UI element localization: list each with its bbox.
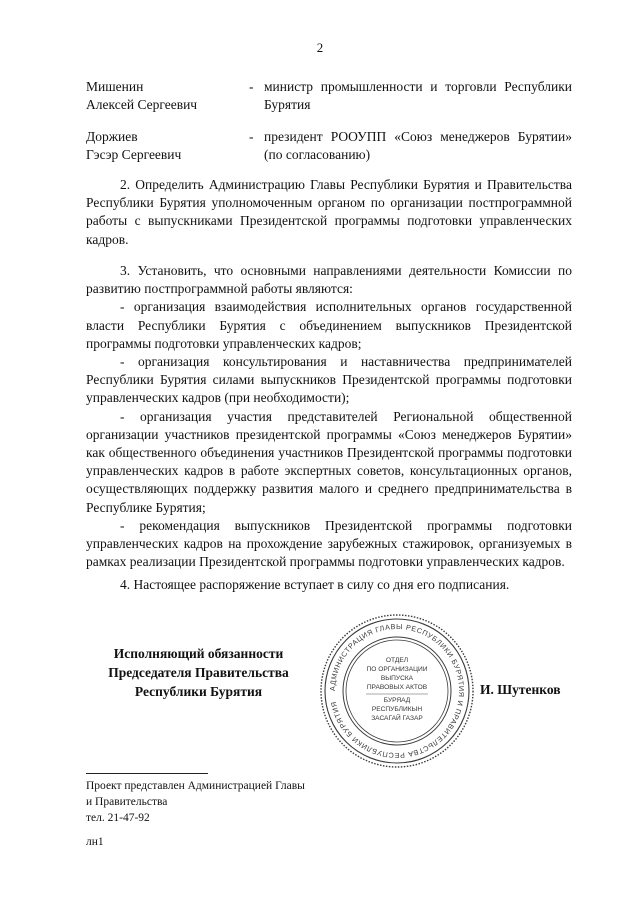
seal-line: БУРЯАД: [383, 697, 411, 704]
document-code: лн1: [86, 836, 104, 848]
footer-phone: тел. 21-47-92: [86, 812, 150, 824]
signatory-title: [86, 644, 311, 701]
member-given-names: Алексей Сергеевич: [86, 97, 198, 112]
member-role: министр промышленности и торговли Республики Бурятия: [264, 79, 572, 112]
list-item: - организация консультирования и наставничества предпринимателей Республики Бурятия силами выпускников Президентской программы подготовки управленческих кадров (при необходимости);: [86, 354, 572, 406]
member-surname: Мишенин: [86, 79, 144, 94]
signatory-title-line: Исполняющий обязанности: [113, 646, 284, 661]
member-given-names: Гэсэр Сергеевич: [86, 147, 182, 162]
member-dash: -: [249, 79, 254, 94]
list-item: - организация взаимодействия исполнительных органов государственной власти Республики Бурятия с объединением выпускников Президентской программы подготовки управленческих кадров;: [86, 299, 572, 351]
signatory-name: И. Шутенков: [480, 682, 561, 697]
page-number: 2: [316, 40, 324, 55]
paragraph-text: 2. Определить Администрацию Главы Республики Бурятия и Правительства Республики Бурятия уполномоченным органом по организации постпрограммной работы с выпускниками Президентской программы подготовки управленческих кадров.: [86, 177, 572, 247]
signatory-title-line: Председателя Правительства: [108, 665, 289, 680]
list-item: - организация участия представителей Региональной общественной организации участников президентской программы «Союз менеджеров Бурятии» как общественного объединения участников Президентской программы подготовки управленческих кадров в работе экспертных советов, консультационных органов, осуществляющих поддержку развития малого и среднего предпринимательства в Республике Бурятия;: [86, 408, 572, 515]
official-seal-stamp: [318, 612, 476, 770]
seal-line: ПРАВОВЫХ АКТОВ: [366, 684, 428, 691]
member-name: [86, 78, 256, 114]
footer-line: и Правительства: [86, 796, 168, 808]
seal-line: РЕСПУБЛИКЫН: [371, 706, 423, 713]
seal-line: ПО ОРГАНИЗАЦИИ: [366, 666, 428, 673]
seal-line: ВЫПУСКА: [380, 675, 414, 682]
paragraph-4: [86, 576, 572, 594]
seal-outer-text: АДМИНИСТРАЦИЯ ГЛАВЫ РЕСПУБЛИКИ БУРЯТИЯ И ПРАВИТЕЛЬСТВА РЕСПУБЛИКИ БУРЯТИЯ: [327, 621, 467, 761]
member-name: [86, 128, 256, 164]
footer-note: [86, 778, 386, 826]
member-surname: Доржиев: [86, 129, 138, 144]
member-role: президент РООУПП «Союз менеджеров Бурятии» (по согласованию): [264, 129, 572, 162]
paragraph-3: [86, 262, 572, 571]
seal-line: ЗАСАГАЙ ГАЗАР: [371, 715, 423, 722]
paragraph-text: 4. Настоящее распоряжение вступает в силу со дня его подписания.: [120, 577, 510, 592]
paragraph-2: [86, 176, 572, 249]
signatory-title-line: Республики Бурятия: [134, 684, 263, 699]
member-dash: -: [249, 129, 254, 144]
list-item: - рекомендация выпускников Президентской программы подготовки управленческих кадров на прохождение зарубежных стажировок, организуемых в рамках реализации Президентской программы подготовки управленческих кадров.: [86, 517, 572, 570]
paragraph-intro: 3. Установить, что основными направлениями деятельности Комиссии по развитию постпрограммной работы являются:: [86, 263, 572, 297]
footnote-divider: [86, 773, 208, 774]
seal-line: ОТДЕЛ: [385, 657, 409, 664]
footer-line: Проект представлен Администрацией Главы: [86, 780, 305, 792]
